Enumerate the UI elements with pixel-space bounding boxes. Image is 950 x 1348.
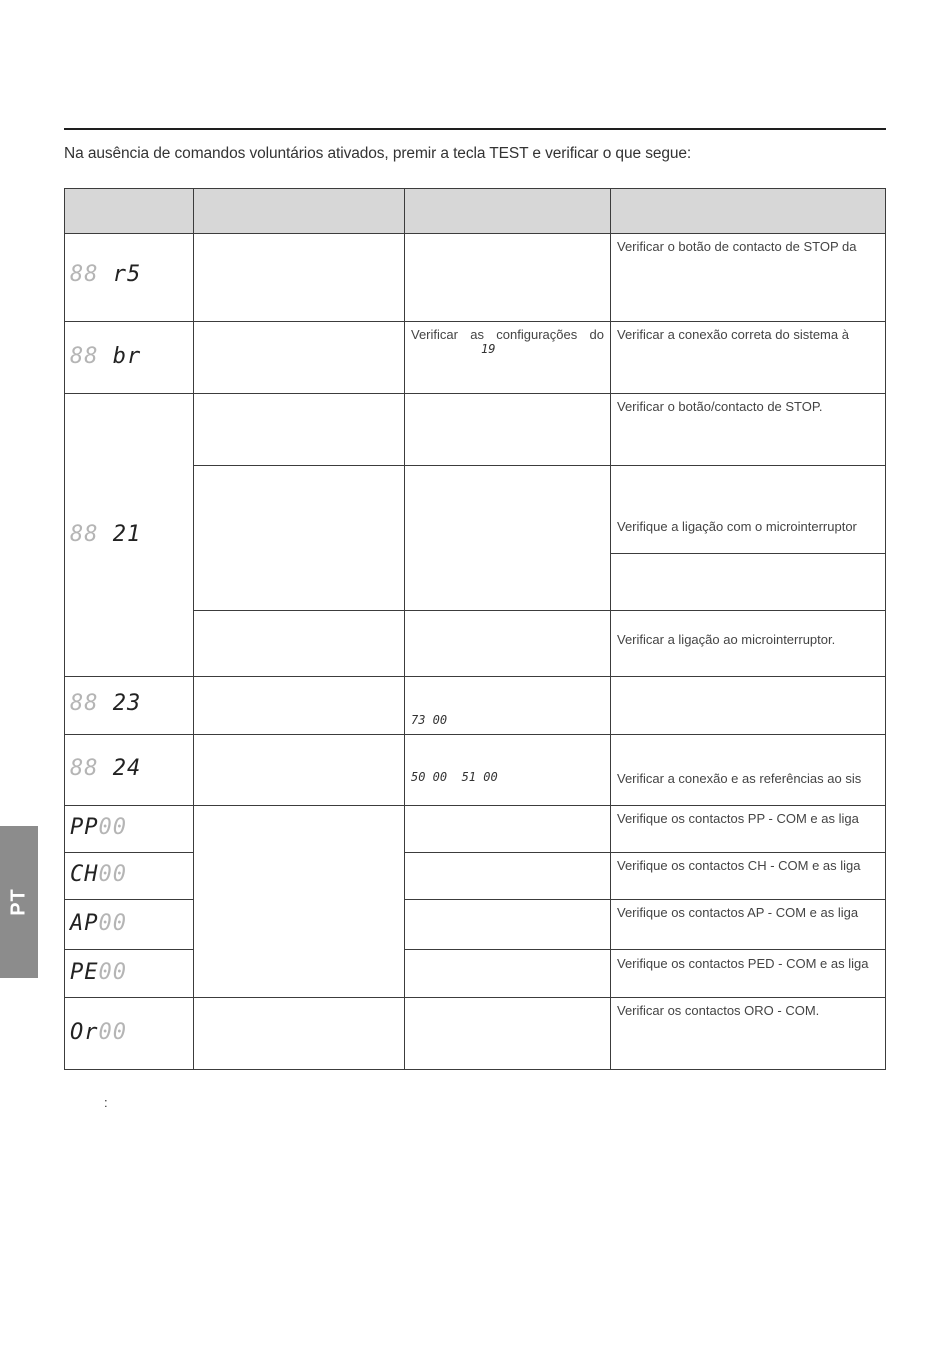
display-code-r5: 88 r5 [70,262,142,287]
display-code-br: 88 br [70,344,142,369]
language-tab[interactable] [0,826,38,978]
display-code-pe: PE00 [70,960,127,985]
display-code-23: 88 23 [70,691,142,716]
check-code: 19 [481,342,496,356]
display-code-or: Or00 [70,1020,127,1045]
solution-text: Verifique os contactos PED - COM e as liga [617,956,869,971]
solution-text: Verifique a ligação com o microinterruptor [617,519,857,534]
solution-text: Verificar a conexão e as referências ao sis [617,771,862,786]
solution-text: Verifique os contactos AP - COM e as liga [617,905,859,920]
table-header [64,188,886,233]
check-code: 73 00 [411,713,448,727]
check-code: 50 00 51 00 [411,770,498,784]
display-code-ap: AP00 [70,911,127,936]
language-tab-label: PT [7,888,30,916]
intro-text: Na ausência de comandos voluntários ativados, premir a tecla TEST e verificar o que segue: [64,145,692,162]
footnote-marker: : [104,1095,108,1110]
display-code-pp: PP00 [70,815,127,840]
display-code-ch: CH00 [70,862,127,887]
solution-text: Verificar o botão de contacto de STOP da [617,239,857,254]
solution-text: Verifique os contactos CH - COM e as liga [617,858,861,873]
check-text: Verificar as configurações do [411,327,604,342]
top-rule [64,128,886,130]
display-code-24: 88 24 [70,756,142,781]
solution-text: Verifique os contactos PP - COM e as liga [617,811,859,826]
solution-text: Verificar os contactos ORO - COM. [617,1003,820,1018]
solution-text: Verificar o botão/contacto de STOP. [617,399,823,414]
display-code-21: 88 21 [70,522,142,547]
solution-text: Verificar a ligação ao microinterruptor. [617,632,836,647]
solution-text: Verificar a conexão correta do sistema à [617,327,849,342]
